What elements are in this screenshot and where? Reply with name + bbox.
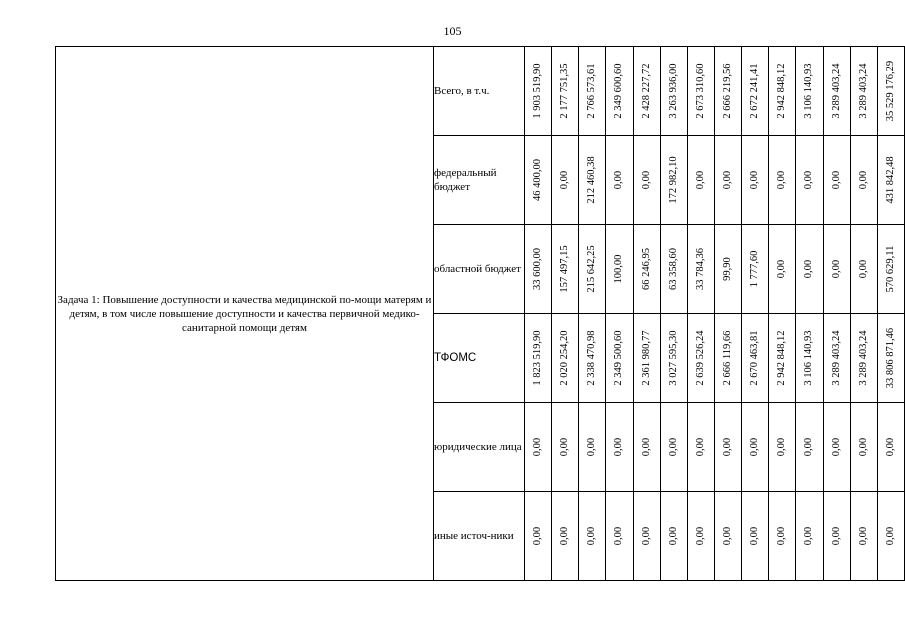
value-text: 2 673 310,60	[694, 63, 706, 119]
value-cell	[687, 47, 714, 136]
value-cell	[579, 136, 606, 225]
value-text: 2 361 980,77	[640, 330, 652, 386]
value-text: 0,00	[857, 437, 869, 457]
value-text: 0,00	[830, 526, 842, 546]
value-cell	[823, 403, 850, 492]
value-text: 33 600,00	[532, 248, 544, 290]
value-cell	[552, 314, 579, 403]
funding-source-label	[434, 225, 525, 314]
value-text: 33 784,36	[694, 248, 706, 290]
value-text: 2 942 848,12	[776, 330, 788, 386]
value-text: 172 982,10	[667, 156, 679, 204]
funding-source-label	[434, 47, 525, 136]
value-text: 99,90	[722, 257, 734, 281]
value-text: 0,00	[613, 170, 625, 190]
value-cell	[606, 225, 633, 314]
value-cell	[579, 403, 606, 492]
value-text: 0,00	[803, 437, 815, 457]
value-text: 3 289 403,24	[857, 63, 869, 119]
value-cell	[606, 314, 633, 403]
value-text: 0,00	[667, 437, 679, 457]
value-text: 0,00	[532, 526, 544, 546]
funding-source-text: областной бюджет	[434, 263, 521, 275]
value-text: 0,00	[559, 437, 571, 457]
value-text: 0,00	[776, 259, 788, 279]
value-cell	[742, 314, 769, 403]
value-cell	[877, 225, 904, 314]
value-cell	[552, 136, 579, 225]
value-text: 63 358,60	[667, 248, 679, 290]
value-text: 0,00	[830, 259, 842, 279]
value-text: 46 400,00	[532, 159, 544, 201]
value-text: 570 629,11	[884, 245, 896, 293]
value-text: 0,00	[749, 526, 761, 546]
value-text: 0,00	[722, 437, 734, 457]
value-text: 0,00	[830, 437, 842, 457]
value-text: 0,00	[803, 526, 815, 546]
value-cell	[579, 314, 606, 403]
value-cell	[823, 47, 850, 136]
value-text: 2 670 463,81	[749, 330, 761, 386]
value-cell	[660, 492, 687, 581]
value-text: 0,00	[667, 526, 679, 546]
value-cell	[796, 403, 823, 492]
value-text: 3 106 140,93	[803, 63, 815, 119]
value-cell	[714, 314, 741, 403]
value-text: 215 642,25	[586, 245, 598, 293]
funding-source-label	[434, 403, 525, 492]
value-text: 3 263 936,00	[667, 63, 679, 119]
value-text: 431 842,48	[884, 156, 896, 204]
value-text: 3 289 403,24	[830, 63, 842, 119]
value-text: 157 497,15	[559, 245, 571, 293]
value-cell	[633, 47, 660, 136]
value-text: 2 639 526,24	[694, 330, 706, 386]
value-text: 2 672 241,41	[749, 63, 761, 119]
value-text: 0,00	[749, 437, 761, 457]
value-text: 3 289 403,24	[830, 330, 842, 386]
value-cell	[552, 403, 579, 492]
value-cell	[579, 225, 606, 314]
value-cell	[660, 225, 687, 314]
value-cell	[579, 492, 606, 581]
value-text: 0,00	[640, 437, 652, 457]
value-cell	[633, 314, 660, 403]
value-cell	[742, 403, 769, 492]
funding-source-label	[434, 492, 525, 581]
value-cell	[714, 136, 741, 225]
value-text: 0,00	[694, 437, 706, 457]
value-cell	[714, 403, 741, 492]
funding-source-text: Всего, в т.ч.	[434, 85, 490, 97]
value-cell	[769, 314, 796, 403]
value-text: 2 349 500,60	[613, 330, 625, 386]
value-cell	[525, 314, 552, 403]
value-cell	[823, 492, 850, 581]
value-text: 3 289 403,24	[857, 330, 869, 386]
value-text: 2 349 600,60	[613, 63, 625, 119]
funding-source-text: федеральный бюджет	[434, 167, 497, 193]
value-cell	[525, 225, 552, 314]
value-cell	[823, 136, 850, 225]
value-text: 0,00	[586, 526, 598, 546]
value-cell	[552, 492, 579, 581]
value-cell	[606, 47, 633, 136]
value-text: 35 529 176,29	[884, 60, 896, 122]
value-text: 1 823 519,90	[532, 330, 544, 386]
value-text: 212 460,38	[586, 156, 598, 204]
value-text: 0,00	[532, 437, 544, 457]
funding-table	[55, 46, 905, 581]
value-cell	[850, 314, 877, 403]
value-cell	[660, 47, 687, 136]
value-cell	[796, 47, 823, 136]
value-cell	[850, 225, 877, 314]
value-text: 2 020 254,20	[559, 330, 571, 386]
value-text: 33 806 871,46	[884, 327, 896, 389]
value-cell	[579, 47, 606, 136]
value-text: 0,00	[722, 170, 734, 190]
table-row	[56, 47, 905, 136]
value-text: 2 942 848,12	[776, 63, 788, 119]
value-cell	[633, 225, 660, 314]
value-cell	[877, 314, 904, 403]
value-text: 0,00	[613, 437, 625, 457]
value-cell	[633, 403, 660, 492]
value-text: 66 246,95	[640, 248, 652, 290]
value-cell	[823, 225, 850, 314]
value-text: 0,00	[559, 170, 571, 190]
funding-source-text: иные источ-ники	[434, 530, 514, 542]
value-cell	[850, 136, 877, 225]
value-cell	[660, 314, 687, 403]
value-text: 1 903 519,90	[532, 63, 544, 119]
value-cell	[606, 403, 633, 492]
value-text: 2 666 219,56	[722, 63, 734, 119]
value-text: 0,00	[857, 170, 869, 190]
value-text: 0,00	[776, 526, 788, 546]
value-cell	[769, 492, 796, 581]
value-text: 2 338 470,98	[586, 330, 598, 386]
value-cell	[769, 403, 796, 492]
value-text: 0,00	[586, 437, 598, 457]
funding-source-text: ТФОМС	[434, 352, 477, 364]
value-text: 0,00	[559, 526, 571, 546]
value-text: 0,00	[776, 437, 788, 457]
value-cell	[525, 492, 552, 581]
value-text: 0,00	[776, 170, 788, 190]
value-cell	[850, 403, 877, 492]
value-cell	[796, 225, 823, 314]
value-text: 2 666 119,66	[722, 330, 734, 386]
value-cell	[525, 136, 552, 225]
value-cell	[606, 492, 633, 581]
value-cell	[687, 314, 714, 403]
value-text: 0,00	[884, 437, 896, 457]
value-cell	[633, 136, 660, 225]
value-text: 1 777,60	[749, 250, 761, 288]
value-cell	[687, 225, 714, 314]
value-text: 3 106 140,93	[803, 330, 815, 386]
value-cell	[660, 136, 687, 225]
funding-table-body	[56, 47, 905, 581]
value-text: 0,00	[640, 170, 652, 190]
value-text: 3 027 595,30	[667, 330, 679, 386]
value-cell	[796, 492, 823, 581]
value-cell	[877, 403, 904, 492]
value-cell	[742, 136, 769, 225]
value-cell	[877, 492, 904, 581]
value-cell	[660, 403, 687, 492]
value-cell	[877, 136, 904, 225]
value-cell	[769, 225, 796, 314]
value-text: 0,00	[857, 526, 869, 546]
value-text: 0,00	[694, 170, 706, 190]
value-cell	[552, 225, 579, 314]
value-cell	[525, 47, 552, 136]
value-cell	[714, 47, 741, 136]
value-cell	[714, 225, 741, 314]
value-text: 2 428 227,72	[640, 63, 652, 119]
funding-source-label	[434, 136, 525, 225]
value-cell	[877, 47, 904, 136]
value-cell	[714, 492, 741, 581]
value-cell	[742, 492, 769, 581]
value-text: 2 766 573,61	[586, 63, 598, 119]
value-text: 100,00	[613, 254, 625, 284]
funding-source-label	[434, 314, 525, 403]
value-text: 0,00	[640, 526, 652, 546]
funding-source-text: юридические лица	[434, 441, 522, 453]
value-cell	[742, 225, 769, 314]
value-cell	[687, 136, 714, 225]
value-cell	[796, 314, 823, 403]
value-text: 0,00	[749, 170, 761, 190]
value-cell	[796, 136, 823, 225]
value-text: 0,00	[613, 526, 625, 546]
value-text: 0,00	[694, 526, 706, 546]
task-description: Задача 1: Повышение доступности и качества медицинской по-мощи матерям и детям, в том числе повышение доступности и качества первичной медико-санитарной помощи детям	[56, 47, 434, 581]
value-text: 0,00	[857, 259, 869, 279]
value-text: 0,00	[830, 170, 842, 190]
value-cell	[633, 492, 660, 581]
value-cell	[687, 403, 714, 492]
value-text: 2 177 751,35	[559, 63, 571, 119]
value-cell	[742, 47, 769, 136]
value-text: 0,00	[722, 526, 734, 546]
value-cell	[823, 314, 850, 403]
page-number: 105	[443, 24, 462, 38]
value-cell	[525, 403, 552, 492]
value-cell	[850, 492, 877, 581]
value-cell	[850, 47, 877, 136]
value-text: 0,00	[884, 526, 896, 546]
value-cell	[769, 136, 796, 225]
value-cell	[606, 136, 633, 225]
value-cell	[769, 47, 796, 136]
value-text: 0,00	[803, 170, 815, 190]
value-cell	[687, 492, 714, 581]
value-text: 0,00	[803, 259, 815, 279]
value-cell	[552, 47, 579, 136]
